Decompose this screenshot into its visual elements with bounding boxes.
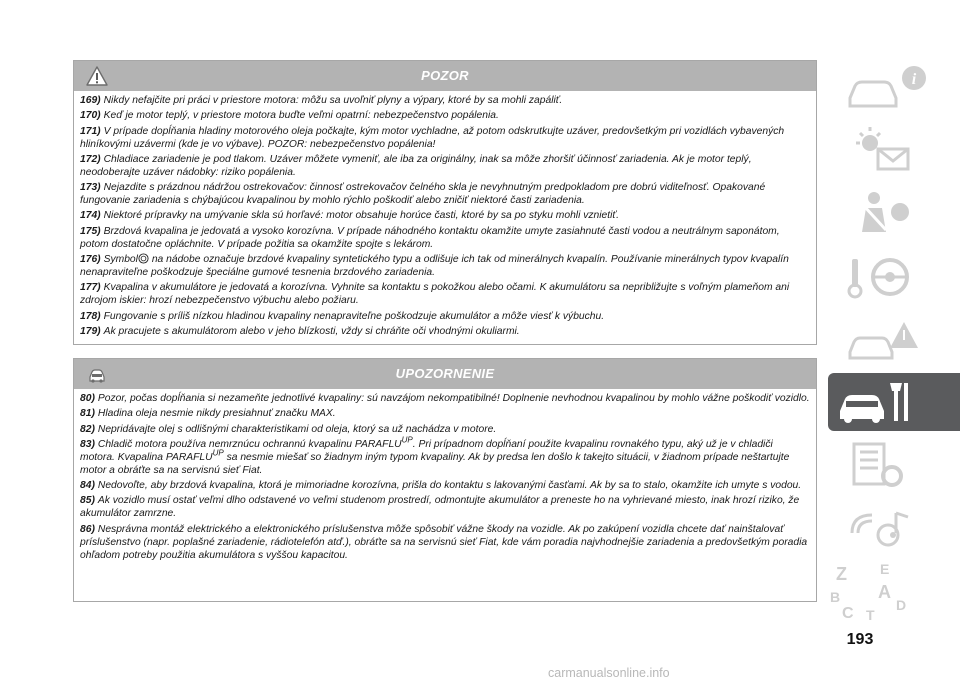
note-number: 81) <box>80 408 95 420</box>
caution-box-header <box>74 359 816 389</box>
superscript: UP <box>212 448 224 458</box>
note-item <box>80 423 810 436</box>
watermark: carmanualsonline.info <box>548 666 670 680</box>
note-text: Fungovanie s príliš nízkou hladinou kvapaliny nenapraviteľne poškodzuje akumulátor a môže viesť k výbuchu. <box>103 310 605 322</box>
tab-index[interactable] <box>828 562 960 620</box>
index-letter: B <box>830 589 841 605</box>
note-item <box>80 125 810 151</box>
note-text: Nepridávajte olej s odlišnými charakteristikami od oleja, ktorý sa už nachádza v motore. <box>97 423 497 435</box>
note-item <box>80 310 810 323</box>
note-number: 173) <box>80 182 101 194</box>
note-item <box>80 494 810 520</box>
warning-box-body <box>74 91 816 344</box>
note-text: Brzdová kvapalina je jedovatá a vysoko korozívna. V prípade náhodného kontaktu okamžite umyte zasiahnuté časti vodou a neutrálnym saponátom, potom dostatočne opláchnite. V prípade požitia sa okamžite spojte s lekárom. <box>80 225 780 250</box>
index-letter: D <box>896 597 907 613</box>
tab-multimedia[interactable] <box>828 499 960 557</box>
synthetic-brake-fluid-icon <box>138 253 149 264</box>
note-text: Ak vozidlo musí ostať veľmi dlho odstavené vo veľmi studenom prostredí, odmontujte akumulátor a preneste ho na vyhrievané miesto, inak hrozí riziko, že akumulátor zamrzne. <box>80 495 800 520</box>
note-text: sa nesmie miešať so žiadnym iným typom kvapaliny. Ak by predsa len došlo k takejto situácii, v žiadnom prípade neštartujte motor a obráťte sa na servisnú sieť Fiat. <box>80 451 790 476</box>
note-number: 170) <box>80 110 101 122</box>
note-text: Ak pracujete s akumulátorom alebo v jeho blízkosti, vždy si chráňte oči vhodnými okuliarmi. <box>103 325 520 337</box>
index-letters-icon <box>828 562 960 620</box>
tab-tech-data[interactable] <box>828 436 960 494</box>
svg-text:i: i <box>911 71 917 88</box>
note-number: 85) <box>80 495 95 507</box>
warning-box-header <box>74 61 816 91</box>
note-text: Nesprávna montáž elektrického a elektronického príslušenstva môže spôsobiť vážne škody na vozidle. Ak po zakúpení vozidla chcete dať nainštalovať príslušenstvo (napr. poplašné zariadenie, rádiotelefón atď.), obráťte sa na servisnú sieť Fiat, kde vám poradia najvhodnejšie zariadenia a predovšetkým poradia ohľadom potreby použitia akumulátora s vyššou kapacitou. <box>80 523 808 561</box>
note-text: Nedovoľte, aby brzdová kvapalina, ktorá je mimoriadne korozívna, prišla do kontaktu s lakovanými časťami. Ak by sa to stalo, okamžite ich umyte s vodou. <box>97 480 802 492</box>
note-number: 83) <box>80 438 95 450</box>
note-item <box>80 153 810 179</box>
note-number: 174) <box>80 210 101 222</box>
car-warning-icon <box>828 310 960 368</box>
index-letter: E <box>880 562 890 577</box>
tab-warning-lights[interactable] <box>828 121 960 179</box>
note-number: 175) <box>80 225 101 237</box>
note-item <box>80 281 810 307</box>
steering-key-icon <box>828 247 960 305</box>
note-number: 80) <box>80 393 95 404</box>
tab-car-info[interactable] <box>828 58 960 116</box>
tab-steering-key[interactable] <box>828 247 960 305</box>
caution-box-body <box>74 389 816 568</box>
note-item <box>80 181 810 207</box>
note-item <box>80 94 810 107</box>
note-item <box>80 392 810 405</box>
note-number: 171) <box>80 125 101 137</box>
note-text: Chladiace zariadenie je pod tlakom. Uzáver môžete vymeniť, ale iba za originálny, inak sa môže zhoršiť účinnosť zariadenia. Ak je motor teplý, neodoberajte uzáver nádobky: riziko popálenia. <box>80 153 752 178</box>
caution-box-title: UPOZORNENIE <box>395 366 495 381</box>
note-item <box>80 253 810 279</box>
warning-lights-icon <box>828 121 960 179</box>
warning-box-title: POZOR <box>421 68 469 83</box>
index-letter: Z <box>836 564 847 584</box>
warning-box <box>73 60 817 345</box>
note-text: Kvapalina v akumulátore je jedovatá a korozívna. Vyhnite sa kontaktu s pokožkou alebo očami. K akumulátoru sa nepribližujte s voľným plameňom ani zdrojom iskier: hrozí nebezpečenstvo výbuchu alebo požiaru. <box>80 282 790 307</box>
note-text: Pozor, počas dopĺňania si nezameňte jednotlivé kvapaliny: sú navzájom nekompatibilné! Doplnenie nevhodnou kvapalinou by mohlo vážne poškodiť vozidlo. <box>97 393 810 404</box>
note-text: . Pri prípadnom dopĺňaní použite kvapalinu rovnakého typu, aký už je v chladiči motora. Kvapalina PARAFLU <box>80 438 773 463</box>
note-item <box>80 325 810 338</box>
caution-box <box>73 358 817 602</box>
note-item <box>80 407 810 420</box>
note-text: Symbol <box>103 254 138 266</box>
note-number: 172) <box>80 153 101 165</box>
note-number: 86) <box>80 523 95 535</box>
note-item <box>80 109 810 122</box>
tab-car-warning[interactable] <box>828 310 960 368</box>
note-number: 177) <box>80 282 101 294</box>
note-number: 179) <box>80 325 101 337</box>
index-letter: C <box>842 605 854 620</box>
note-number: 82) <box>80 423 95 435</box>
chapter-sidebar <box>828 58 960 628</box>
note-text: Hladina oleja nesmie nikdy presiahnuť značku MAX. <box>97 408 336 420</box>
note-text: Niektoré prípravky na umývanie skla sú horľavé: motor obsahuje horúce časti, ktoré by sa po styku mohli vznietiť. <box>103 210 619 222</box>
note-item <box>80 479 810 492</box>
note-item <box>80 435 810 477</box>
tab-car-wrench[interactable] <box>828 373 960 431</box>
car-info-icon <box>828 58 960 116</box>
note-number: 84) <box>80 480 95 492</box>
seatbelt-airbag-icon <box>828 184 960 242</box>
note-item <box>80 209 810 222</box>
superscript: UP <box>401 435 413 445</box>
note-number: 176) <box>80 254 101 266</box>
note-text: na nádobe označuje brzdové kvapaliny syntetického typu a odlišuje ich tak od minerálnych kvapalín. Používanie minerálnych typov kvapalín nenapraviteľne poškodzuje špeciálne gumové tesnenia brzdového zariadenia. <box>80 254 789 279</box>
note-text: Keď je motor teplý, v priestore motora buďte veľmi opatrní: nebezpečenstvo popálenia. <box>103 110 499 122</box>
note-text: Nejazdite s prázdnou nádržou ostrekovačov: činnosť ostrekovačov čelného skla je nevyhnutným predpokladom pre dobrú viditeľnosť. Opakované fungovanie zariadenia s chýbajúcou kvapalinou by mohlo rýchlo poškodiť alebo zničiť niektoré časti zariadenia. <box>80 182 766 207</box>
tab-seatbelt-airbag[interactable] <box>828 184 960 242</box>
note-number: 169) <box>80 95 101 106</box>
tech-data-icon <box>828 436 960 494</box>
note-item <box>80 523 810 562</box>
note-text: Nikdy nefajčite pri práci v priestore motora: môžu sa uvoľniť plyny a výpary, ktoré by sa mohli zapáliť. <box>103 95 563 106</box>
car-wrench-icon <box>828 373 960 431</box>
note-text: V prípade dopĺňania hladiny motorového oleja počkajte, kým motor vychladne, až potom odskrutkujte uzáver, predovšetkým pri vozidlách vybavených hliníkovými uzávermi (kde je vo výbave). POZOR: nebezpečenstvo popálenia! <box>80 125 785 150</box>
multimedia-icon <box>828 499 960 557</box>
index-letter: A <box>878 582 891 602</box>
note-text: Chladič motora používa nemrznúcu ochrannú kvapalinu PARAFLU <box>97 438 402 450</box>
page-number: 193 <box>846 631 874 648</box>
index-letter: T <box>866 607 875 620</box>
note-number: 178) <box>80 310 101 322</box>
note-item <box>80 225 810 251</box>
